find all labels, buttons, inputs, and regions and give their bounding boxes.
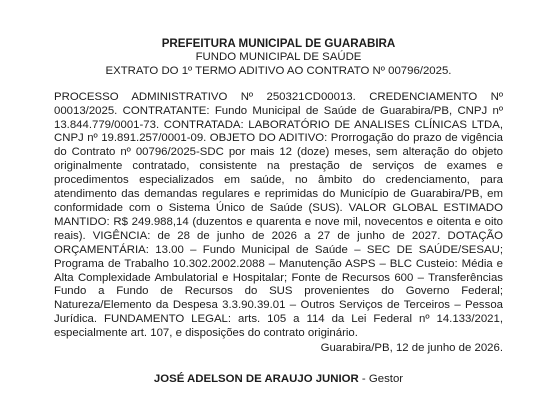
issuer-title: PREFEITURA MUNICIPAL DE GUARABIRA — [161, 37, 396, 50]
extract-title: EXTRATO DO 1º TERMO ADITIVO AO CONTRATO Nº 00796/2025. — [105, 64, 452, 77]
document-header — [54, 37, 503, 79]
date-line: Guarabira/PB, 12 de junho de 2026. — [320, 342, 503, 355]
signature-block — [54, 373, 503, 387]
extract-body: PROCESSO ADMINISTRATIVO Nº 250321CD00013. CREDENCIAMENTO Nº 00013/2025. CONTRATANTE: Fundo Municipal de Saúde de Guarabira/PB, CNPJ nº 13.844.779/0001-73. CONTRATADA: LABORATÓRIO DE ANALISES CLÍNICAS LTDA, CNPJ nº 19.891.257/0001-09. OBJETO DO ADITIVO: Prorrogação do prazo de vigência do Contrato nº 00796/2025-SDC por mais 12 (doze) meses, sem alteração do objeto originalmente contratado, consistente na prestação de serviços de exames e procedimentos especializados em saúde, no âmbito do credenciamento, para atendimento das demandas regulares e reprimidas do Município de Guarabira/PB, em conformidade com o Sistema Único de Saúde (SUS). VALOR GLOBAL ESTIMADO MANTIDO: R$ 249.988,14 (duzentos e quarenta e nove mil, novecentos e oitenta e oito reais). VIGÊNCIA: de 28 de junho de 2026 a 27 de junho de 2027. DOTAÇÃO ORÇAMENTÁRIA: 13.00 – Fundo Municipal de Saúde – SEC DE SAÚDE/SESAU; Programa de Trabalho 10.302.2002.2088 – Manutenção ASPS – BLC Custeio: Média e Alta Complexidade Ambulatorial e Hospitalar; Fonte de Recursos 600 – Transferências Fundo a Fundo de Recursos do SUS provenientes do Governo Federal; Natureza/Elemento da Despesa 3.3.90.39.01 – Outros Serviços de Terceiros – Pessoa Jurídica. FUNDAMENTO LEGAL: arts. 105 a 114 da Lei Federal nº 14.133/2021, especialmente art. 107, e disposições do contrato originário. — [54, 90, 503, 340]
signer-role: - Gestor — [358, 372, 404, 385]
fund-name: FUNDO MUNICIPAL DE SAÚDE — [195, 50, 362, 63]
signer-name: JOSÉ ADELSON DE ARAUJO JUNIOR — [153, 372, 359, 385]
